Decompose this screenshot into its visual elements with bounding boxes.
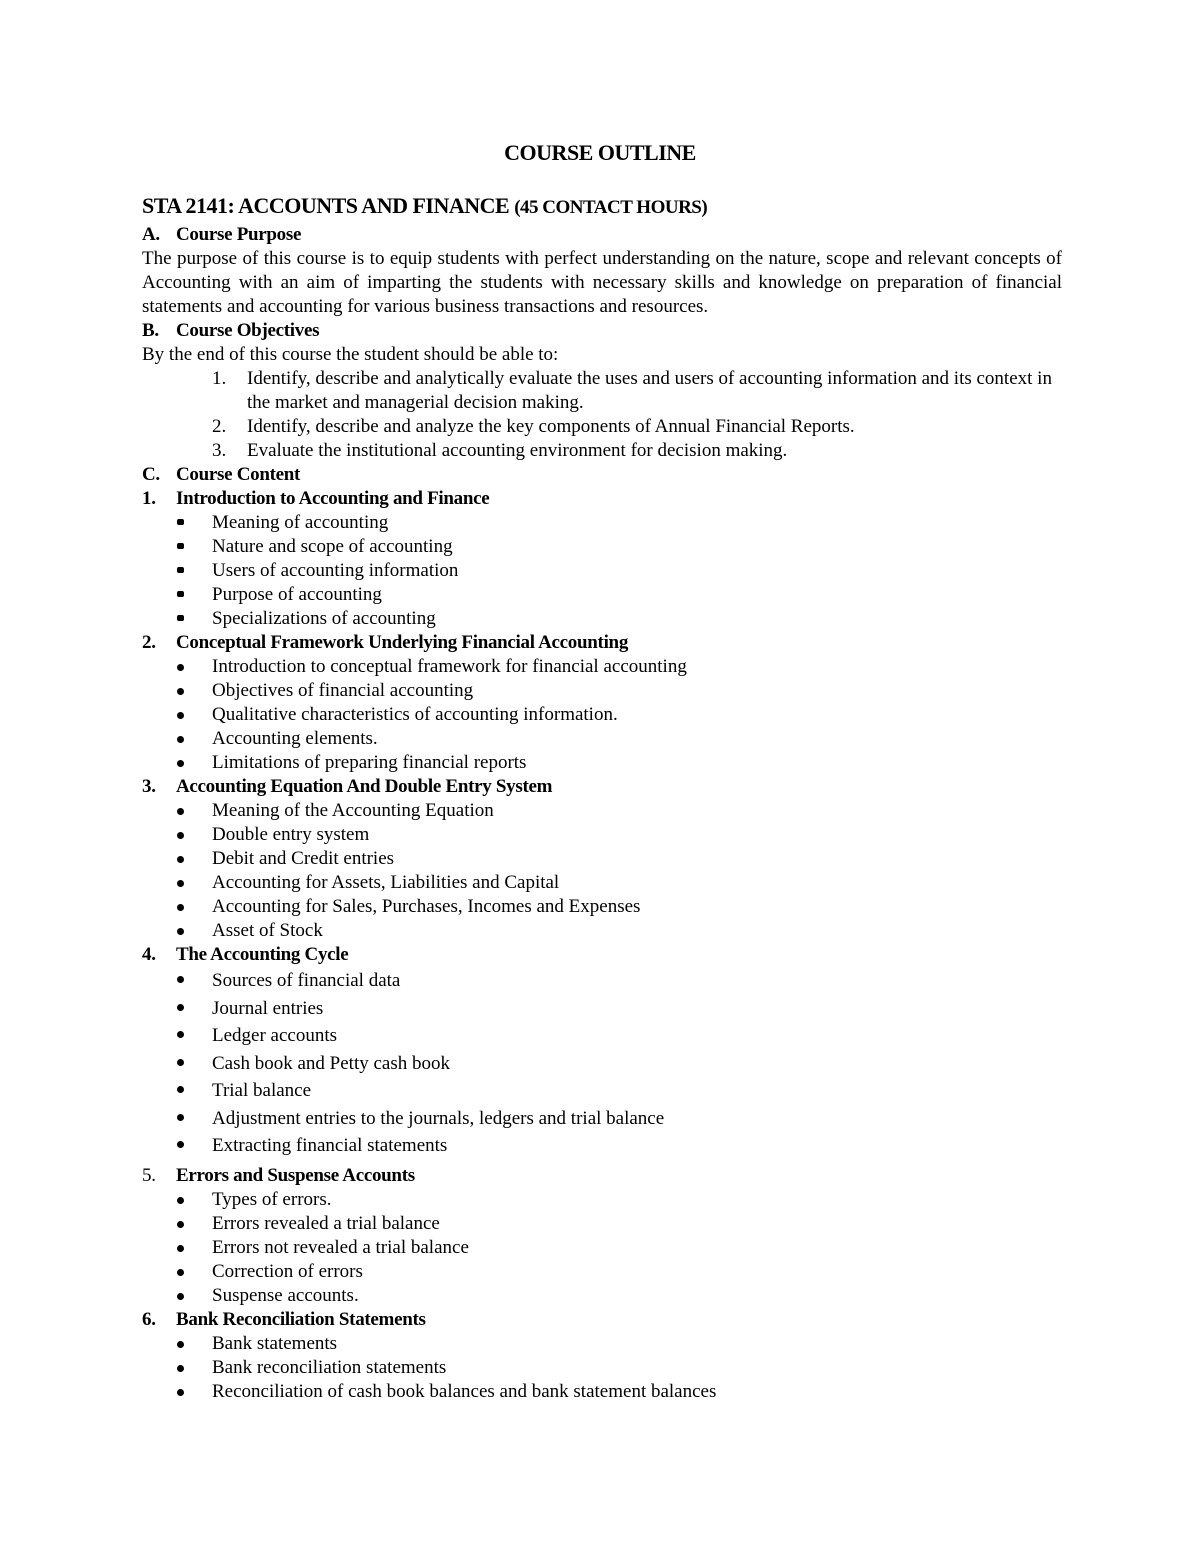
list-item: Suspense accounts. xyxy=(176,1284,1062,1308)
topic-heading xyxy=(142,943,1062,967)
section-heading-content xyxy=(142,463,1062,487)
list-item: Users of accounting information xyxy=(176,559,1062,583)
topic-items xyxy=(142,967,1062,1160)
list-item: Journal entries xyxy=(176,995,1062,1023)
list-item: Reconciliation of cash book balances and bank statement balances xyxy=(176,1380,1062,1404)
objective-item xyxy=(212,367,1062,415)
list-item: Double entry system xyxy=(176,823,1062,847)
topic-heading xyxy=(142,631,1062,655)
list-item: Correction of errors xyxy=(176,1260,1062,1284)
topic-number: 2. xyxy=(142,632,156,653)
topic-number: 3. xyxy=(142,776,156,797)
topic-items xyxy=(142,1332,1062,1404)
list-item: Nature and scope of accounting xyxy=(176,535,1062,559)
topic-heading xyxy=(142,1308,1062,1332)
list-item: Sources of financial data xyxy=(176,967,1062,995)
topic-title: Errors and Suspense Accounts xyxy=(176,1164,415,1186)
topic-items xyxy=(142,655,1062,775)
course-code-title: STA 2141: ACCOUNTS AND FINANCE xyxy=(142,193,510,218)
list-item: Types of errors. xyxy=(176,1188,1062,1212)
topic-number: 4. xyxy=(142,944,156,965)
section-title: Course Content xyxy=(176,464,301,485)
objective-number: 1. xyxy=(212,368,227,389)
document-title: COURSE OUTLINE xyxy=(504,140,696,165)
list-item: Introduction to conceptual framework for financial accounting xyxy=(176,655,1062,679)
objective-text: Identify, describe and analyze the key components of Annual Financial Reports. xyxy=(247,416,855,437)
topic-title: Accounting Equation And Double Entry System xyxy=(176,776,553,797)
list-item: Trial balance xyxy=(176,1077,1062,1105)
section-title: Course Purpose xyxy=(176,224,302,245)
objectives-intro: By the end of this course the student should be able to: xyxy=(142,344,559,365)
list-item: Specializations of accounting xyxy=(176,607,1062,631)
objective-number: 2. xyxy=(212,416,227,437)
document-body xyxy=(142,192,1062,1404)
list-item: Extracting financial statements xyxy=(176,1132,1062,1160)
list-item: Ledger accounts xyxy=(176,1022,1062,1050)
list-item: Objectives of financial accounting xyxy=(176,679,1062,703)
section-title: Course Objectives xyxy=(176,320,320,341)
list-item: Debit and Credit entries xyxy=(176,847,1062,871)
list-item: Errors revealed a trial balance xyxy=(176,1212,1062,1236)
topic-number: 1. xyxy=(142,488,156,509)
objective-number: 3. xyxy=(212,440,227,461)
list-item: Adjustment entries to the journals, ledgers and trial balance xyxy=(176,1105,1062,1133)
objectives-list xyxy=(142,367,1062,463)
section-heading-purpose xyxy=(142,223,1062,247)
topic-items xyxy=(142,1188,1062,1308)
course-heading xyxy=(142,192,1062,222)
topic-heading xyxy=(142,775,1062,799)
objective-item xyxy=(212,415,1062,439)
topic-number: 5. xyxy=(142,1164,156,1186)
section-letter: B. xyxy=(142,320,159,341)
objective-text: Evaluate the institutional accounting environment for decision making. xyxy=(247,440,788,461)
list-item: Asset of Stock xyxy=(176,919,1062,943)
list-item: Accounting for Assets, Liabilities and Capital xyxy=(176,871,1062,895)
list-item: Purpose of accounting xyxy=(176,583,1062,607)
course-hours: (45 CONTACT HOURS) xyxy=(514,197,708,218)
list-item: Bank reconciliation statements xyxy=(176,1356,1062,1380)
list-item: Bank statements xyxy=(176,1332,1062,1356)
topic-heading xyxy=(142,1164,1062,1188)
list-item: Meaning of the Accounting Equation xyxy=(176,799,1062,823)
topic-title: Conceptual Framework Underlying Financial Accounting xyxy=(176,632,629,653)
topic-number: 6. xyxy=(142,1308,156,1330)
section-letter: A. xyxy=(142,224,160,245)
list-item: Qualitative characteristics of accounting information. xyxy=(176,703,1062,727)
section-letter: C. xyxy=(142,464,160,485)
topic-heading xyxy=(142,487,1062,511)
list-item: Errors not revealed a trial balance xyxy=(176,1236,1062,1260)
section-heading-objectives xyxy=(142,319,1062,343)
list-item: Limitations of preparing financial reports xyxy=(176,751,1062,775)
list-item: Accounting elements. xyxy=(176,727,1062,751)
topic-title: The Accounting Cycle xyxy=(176,944,349,965)
topic-items xyxy=(142,511,1062,631)
list-item: Accounting for Sales, Purchases, Incomes and Expenses xyxy=(176,895,1062,919)
purpose-paragraph: The purpose of this course is to equip students with perfect understanding on the nature, scope and relevant concepts of Accounting with an aim of imparting the students with necessary skills and knowledge on preparation of financial statements and accounting for various business transactions and resources. xyxy=(142,248,1062,317)
topic-title: Introduction to Accounting and Finance xyxy=(176,488,490,509)
list-item: Meaning of accounting xyxy=(176,511,1062,535)
objective-text: Identify, describe and analytically evaluate the uses and users of accounting information and its context in the market and managerial decision making. xyxy=(247,368,1052,413)
objective-item xyxy=(212,439,1062,463)
topic-title: Bank Reconciliation Statements xyxy=(176,1308,426,1330)
topic-items xyxy=(142,799,1062,943)
list-item: Cash book and Petty cash book xyxy=(176,1050,1062,1078)
